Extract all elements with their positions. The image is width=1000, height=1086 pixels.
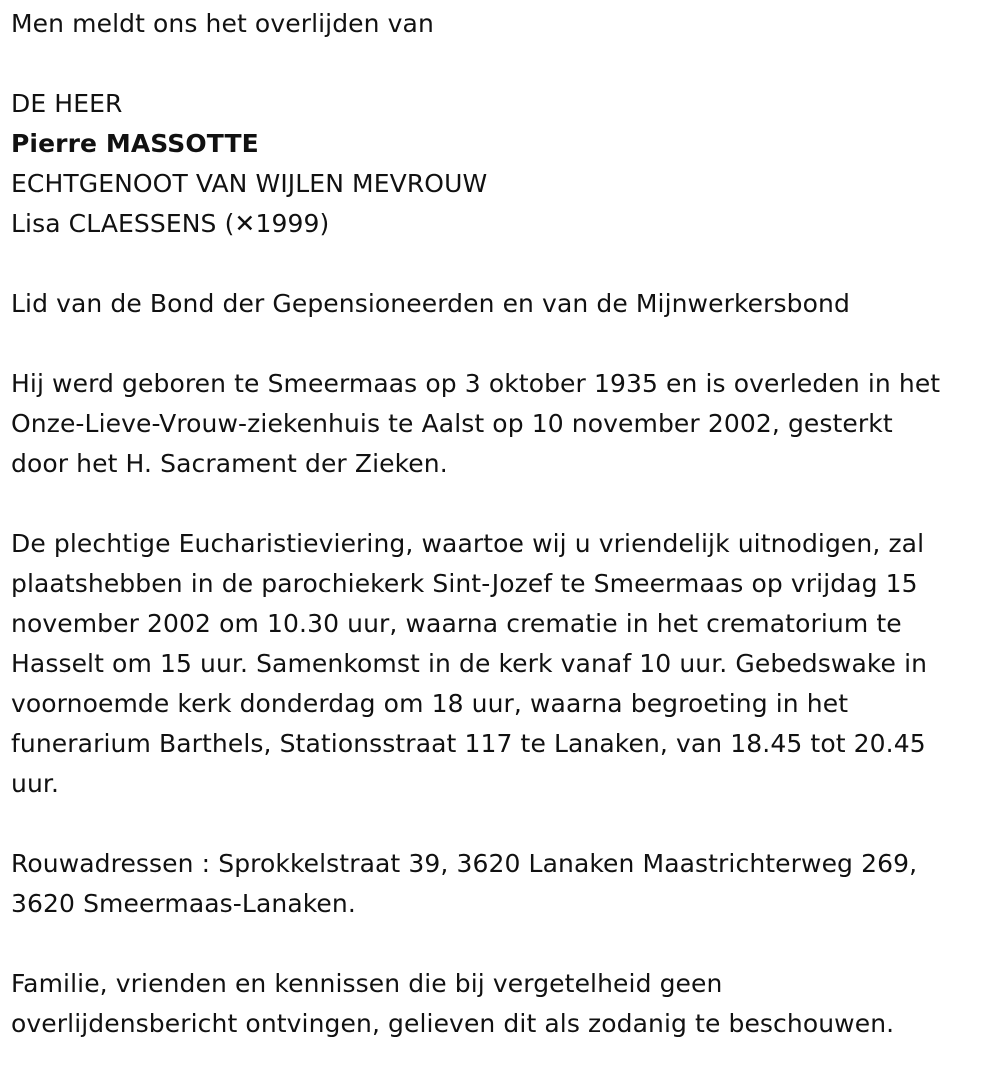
spacer	[11, 804, 996, 844]
birth-death-paragraph	[11, 364, 996, 484]
paragraph-line: door het H. Sacrament der Zieken.	[11, 449, 448, 478]
spacer	[11, 44, 996, 84]
closing-paragraph	[11, 964, 996, 1044]
ceremony-paragraph	[11, 524, 996, 804]
paragraph-line: 3620 Smeermaas-Lanaken.	[11, 889, 356, 918]
paragraph-line: overlijdensbericht ontvingen, gelieven dit als zodanig te beschouwen.	[11, 1009, 895, 1038]
spouse-label: ECHTGENOOT VAN WIJLEN MEVROUW	[11, 169, 488, 198]
spacer	[11, 324, 996, 364]
paragraph-line: uur.	[11, 769, 60, 798]
spacer	[11, 484, 996, 524]
paragraph-line: voornoemde kerk donderdag om 18 uur, waarna begroeting in het	[11, 689, 849, 718]
membership-line: Lid van de Bond der Gepensioneerden en van de Mijnwerkersbond	[11, 289, 850, 318]
title-line: DE HEER	[11, 89, 123, 118]
addresses-paragraph	[11, 844, 996, 924]
intro-line: Men meldt ons het overlijden van	[11, 9, 434, 38]
spouse-name: Lisa CLAESSENS (✕1999)	[11, 209, 330, 238]
paragraph-line: november 2002 om 10.30 uur, waarna crematie in het crematorium te	[11, 609, 902, 638]
paragraph-line: Onze-Lieve-Vrouw-ziekenhuis te Aalst op 10 november 2002, gesterkt	[11, 409, 893, 438]
death-notice	[11, 4, 996, 1044]
paragraph-line: funerarium Barthels, Stationsstraat 117 te Lanaken, van 18.45 tot 20.45	[11, 729, 926, 758]
paragraph-line: plaatshebben in de parochiekerk Sint-Jozef te Smeermaas op vrijdag 15	[11, 569, 918, 598]
paragraph-line: Hij werd geboren te Smeermaas op 3 oktober 1935 en is overleden in het	[11, 369, 941, 398]
paragraph-line: Familie, vrienden en kennissen die bij vergetelheid geen	[11, 969, 723, 998]
spacer	[11, 924, 996, 964]
paragraph-line: De plechtige Eucharistieviering, waartoe wij u vriendelijk uitnodigen, zal	[11, 529, 925, 558]
paragraph-line: Hasselt om 15 uur. Samenkomst in de kerk vanaf 10 uur. Gebedswake in	[11, 649, 928, 678]
deceased-name: Pierre MASSOTTE	[11, 129, 259, 158]
spacer	[11, 244, 996, 284]
paragraph-line: Rouwadressen : Sprokkelstraat 39, 3620 Lanaken Maastrichterweg 269,	[11, 849, 918, 878]
